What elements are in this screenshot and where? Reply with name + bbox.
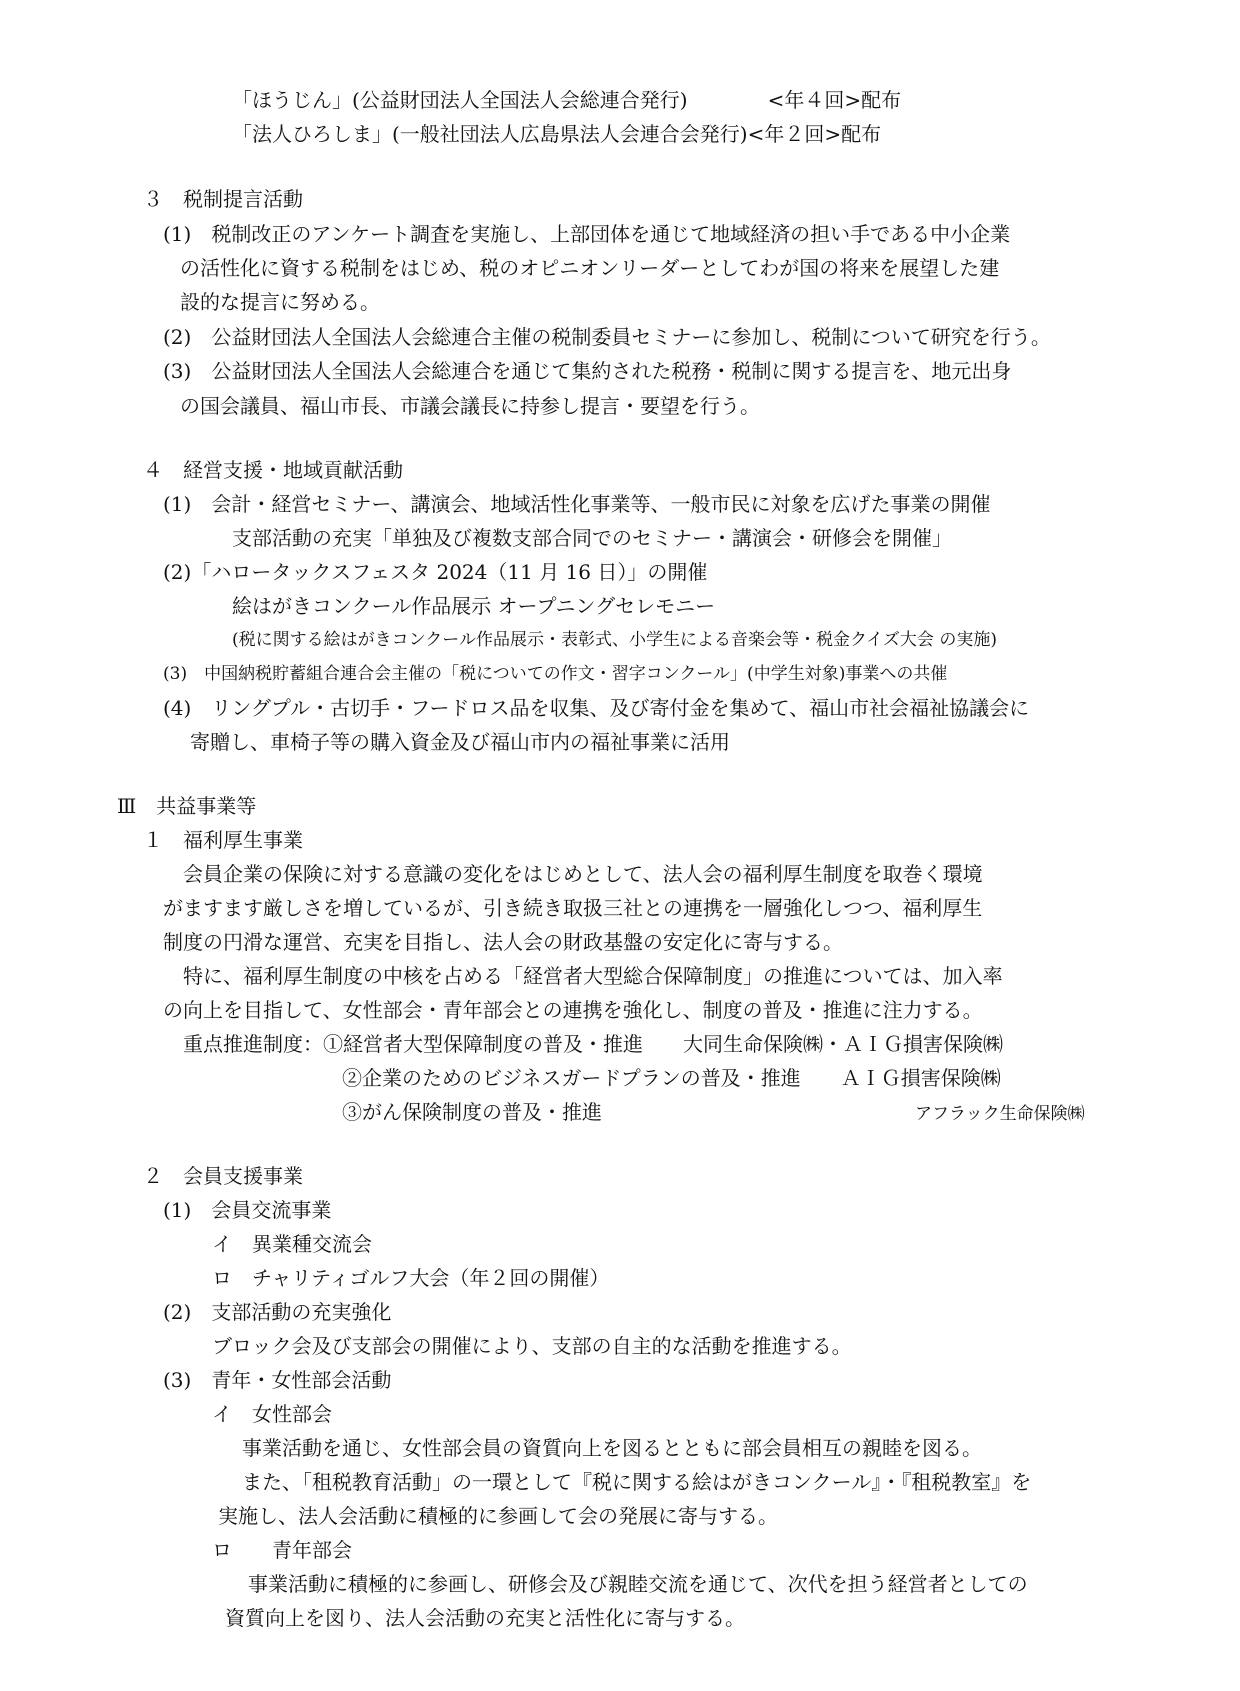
text-line: (1) 会計・経営セミナー、講演会、地域活性化事業等、一般市民に対象を広げた事業の開催: [163, 492, 991, 516]
text-line: 重点推進制度：①経営者大型保障制度の普及・推進 大同生命保険㈱・ＡＩＧ損害保険㈱: [183, 1032, 1003, 1056]
text-line: 事業活動を通じ、女性部会員の資質向上を図るとともに部会員相互の親睦を図る。: [242, 1436, 982, 1460]
chapter-heading: Ⅲ 共益事業等: [117, 794, 257, 818]
text-line: (2) 公益財団法人全国法人会総連合主催の税制委員セミナーに参加し、税制について研究を行う。: [163, 325, 1051, 349]
text-line: 設的な提言に努める。: [180, 290, 380, 314]
text-line: 「ほうじん」(公益財団法人全国法人会総連合発行) <年４回>配布: [232, 88, 902, 112]
text-line: (3) 青年・女性部会活動: [163, 1368, 392, 1392]
section-heading: ２ 会員支援事業: [143, 1164, 303, 1188]
text-line: ②企業のためのビジネスガードプランの普及・推進 ＡＩＧ損害保険㈱: [342, 1066, 1001, 1090]
text-line: (4) リングプル・古切手・フードロス品を収集、及び寄付金を集めて、福山市社会福祉協議会に: [163, 696, 1030, 720]
text-line: ロ チャリティゴルフ大会（年２回の開催）: [212, 1266, 610, 1290]
text-line: がますます厳しさを増しているが、引き続き取扱三社との連携を一層強化しつつ、福利厚生: [163, 896, 983, 920]
text-line: ③がん保険制度の普及・推進: [342, 1100, 602, 1124]
text-line: (2)「ハロータックスフェスタ 2024（11 月 16 日）」の開催: [163, 560, 708, 584]
text-line: また、「租税教育活動」の一環として『税に関する絵はがきコンクール』・『租税教室』を: [242, 1470, 1032, 1494]
text-line: (1) 税制改正のアンケート調査を実施し、上部団体を通じて地域経済の担い手である中小企業: [163, 222, 1011, 246]
text-line: 事業活動に積極的に参画し、研修会及び親睦交流を通じて、次代を担う経営者としての: [248, 1572, 1028, 1596]
text-line: (3) 公益財団法人全国法人会総連合を通じて集約された税務・税制に関する提言を、地元出身: [163, 359, 1012, 383]
text-line: 制度の円滑な運営、充実を目指し、法人会の財政基盤の安定化に寄与する。: [163, 930, 843, 954]
text-line: イ 女性部会: [212, 1402, 332, 1426]
text-line: アフラック生命保険㈱: [915, 1104, 1085, 1124]
text-line: (税に関する絵はがきコンクール作品展示・表彰式、小学生による音楽会等・税金クイズ大会 の実施): [232, 630, 997, 650]
text-line: 絵はがきコンクール作品展示 オープニングセレモニー: [232, 594, 716, 618]
text-line: の向上を目指して、女性部会・青年部会との連携を強化し、制度の普及・推進に注力する。: [163, 998, 983, 1022]
section-heading: ４ 経営支援・地域貢献活動: [143, 458, 403, 482]
text-line: ロ 青年部会: [212, 1538, 352, 1562]
text-line: 「法人ひろしま」(一般社団法人広島県法人会連合会発行)<年２回>配布: [232, 122, 882, 146]
section-heading: ３ 税制提言活動: [143, 187, 303, 211]
text-line: 特に、福利厚生制度の中核を占める「経営者大型総合保障制度」の推進については、加入率: [183, 964, 1003, 988]
text-line: 支部活動の充実「単独及び複数支部合同でのセミナー・講演会・研修会を開催」: [232, 526, 952, 550]
text-line: 会員企業の保険に対する意識の変化をはじめとして、法人会の福利厚生制度を取巻く環境: [183, 862, 983, 886]
text-line: (1) 会員交流事業: [163, 1198, 332, 1222]
text-line: の活性化に資する税制をはじめ、税のオピニオンリーダーとしてわが国の将来を展望した建: [180, 256, 1000, 280]
text-line: (3) 中国納税貯蓄組合連合会主催の「税についての作文・習字コンクール」(中学生対象)事業への共催: [163, 664, 948, 684]
section-heading: １ 福利厚生事業: [143, 828, 303, 852]
text-line: ブロック会及び支部会の開催により、支部の自主的な活動を推進する。: [212, 1334, 852, 1358]
text-line: イ 異業種交流会: [212, 1232, 372, 1256]
text-line: 寄贈し、車椅子等の購入資金及び福山市内の福祉事業に活用: [190, 730, 730, 754]
text-line: 資質向上を図り、法人会活動の充実と活性化に寄与する。: [225, 1606, 745, 1630]
text-line: (2) 支部活動の充実強化: [163, 1300, 392, 1324]
text-line: 実施し、法人会活動に積極的に参画して会の発展に寄与する。: [218, 1504, 778, 1528]
text-line: の国会議員、福山市長、市議会議長に持参し提言・要望を行う。: [180, 394, 760, 418]
